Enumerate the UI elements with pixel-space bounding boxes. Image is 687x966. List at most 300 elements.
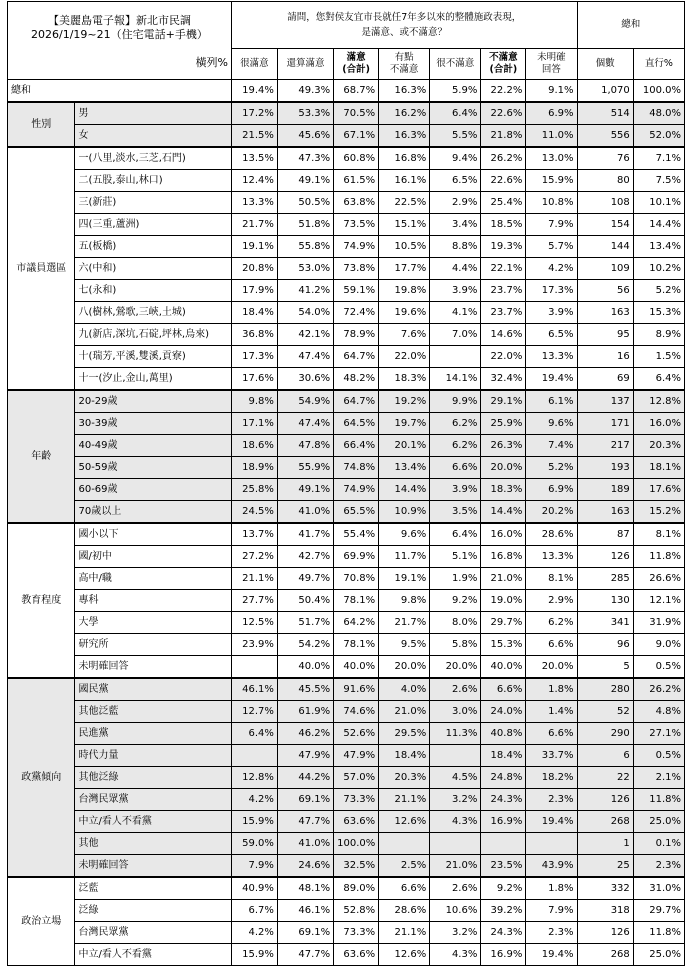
data-row	[8, 877, 685, 900]
data-row	[8, 324, 685, 346]
cell-value: 22.6%	[481, 170, 526, 192]
cell-value: 3.9%	[526, 302, 577, 324]
data-row	[8, 413, 685, 435]
cell-value: 57.0%	[334, 767, 379, 789]
cell-value: 193	[577, 457, 633, 479]
cell-value	[231, 656, 277, 679]
cell-value: 69	[577, 368, 633, 391]
cell-value: 70.5%	[334, 102, 379, 125]
data-row	[8, 435, 685, 457]
data-row	[8, 147, 685, 170]
cell-value: 16.8%	[379, 147, 430, 170]
cell-value: 49.7%	[277, 568, 333, 590]
cell-value: 8.1%	[633, 523, 684, 546]
cell-value: 16.0%	[481, 523, 526, 546]
row-label: 高中/職	[75, 568, 231, 590]
total-value: 9.1%	[526, 80, 577, 103]
data-row	[8, 900, 685, 922]
cell-value: 26.3%	[481, 435, 526, 457]
row-label: 三(新莊)	[75, 192, 231, 214]
cell-value: 18.3%	[481, 479, 526, 501]
cell-value: 22.6%	[481, 102, 526, 125]
cell-value: 63.8%	[334, 192, 379, 214]
column-header: 還算滿意	[277, 49, 333, 80]
cell-value: 22.5%	[379, 192, 430, 214]
cell-value: 12.6%	[379, 811, 430, 833]
cell-value: 20.0%	[526, 656, 577, 679]
cell-value: 54.0%	[277, 302, 333, 324]
cell-value: 341	[577, 612, 633, 634]
cell-value: 40.9%	[231, 877, 277, 900]
cell-value: 20.1%	[379, 435, 430, 457]
cell-value: 56	[577, 280, 633, 302]
cell-value: 20.2%	[526, 501, 577, 524]
cell-value: 2.9%	[526, 590, 577, 612]
cell-value: 126	[577, 546, 633, 568]
cell-value: 13.3%	[526, 346, 577, 368]
cell-value: 73.3%	[334, 922, 379, 944]
cell-value: 10.9%	[379, 501, 430, 524]
data-row	[8, 944, 685, 966]
cell-value: 47.4%	[277, 346, 333, 368]
row-label: 30-39歲	[75, 413, 231, 435]
cell-value: 41.2%	[277, 280, 333, 302]
data-row	[8, 102, 685, 125]
cell-value: 29.7%	[481, 612, 526, 634]
cell-value: 17.9%	[231, 280, 277, 302]
cell-value: 47.4%	[277, 413, 333, 435]
cell-value: 21.0%	[430, 855, 481, 878]
cell-value: 16.9%	[481, 811, 526, 833]
cell-value: 47.9%	[277, 745, 333, 767]
cell-value: 54.2%	[277, 634, 333, 656]
cell-value: 7.9%	[526, 900, 577, 922]
cell-value: 290	[577, 723, 633, 745]
row-label: 五(板橋)	[75, 236, 231, 258]
cell-value: 64.7%	[334, 390, 379, 413]
cell-value: 27.1%	[633, 723, 684, 745]
cell-value: 154	[577, 214, 633, 236]
cell-value: 46.2%	[277, 723, 333, 745]
data-row	[8, 479, 685, 501]
cell-value: 53.0%	[277, 258, 333, 280]
cell-value: 15.9%	[231, 944, 277, 966]
cell-value: 13.7%	[231, 523, 277, 546]
cell-value: 0.5%	[633, 745, 684, 767]
cell-value: 15.3%	[481, 634, 526, 656]
cell-value: 6.5%	[430, 170, 481, 192]
cell-value: 11.8%	[633, 789, 684, 811]
cell-value: 13.4%	[379, 457, 430, 479]
cell-value: 39.2%	[481, 900, 526, 922]
cell-value: 12.6%	[379, 944, 430, 966]
cell-value: 12.4%	[231, 170, 277, 192]
row-label: 一(八里,淡水,三芝,石門)	[75, 147, 231, 170]
cell-value: 3.4%	[430, 214, 481, 236]
cell-value: 20.3%	[633, 435, 684, 457]
cell-value: 7.4%	[526, 435, 577, 457]
cell-value	[231, 745, 277, 767]
row-label: 其他	[75, 833, 231, 855]
row-label: 六(中和)	[75, 258, 231, 280]
cell-value: 12.5%	[231, 612, 277, 634]
cell-value: 217	[577, 435, 633, 457]
cell-value: 4.4%	[430, 258, 481, 280]
cell-value: 7.0%	[430, 324, 481, 346]
cell-value: 2.5%	[379, 855, 430, 878]
cell-value: 11.8%	[633, 922, 684, 944]
cell-value: 55.9%	[277, 457, 333, 479]
data-row	[8, 125, 685, 148]
cell-value: 18.3%	[379, 368, 430, 391]
cell-value: 2.6%	[430, 678, 481, 701]
cell-value: 50.4%	[277, 590, 333, 612]
data-row	[8, 612, 685, 634]
cell-value: 4.2%	[231, 922, 277, 944]
cell-value: 51.8%	[277, 214, 333, 236]
title-line-1: 【美麗島電子報】新北市民調	[47, 13, 191, 27]
cell-value: 514	[577, 102, 633, 125]
cell-value: 25.8%	[231, 479, 277, 501]
cell-value: 6.6%	[526, 634, 577, 656]
cell-value: 41.0%	[277, 833, 333, 855]
cell-value: 3.2%	[430, 922, 481, 944]
cell-value: 47.7%	[277, 811, 333, 833]
row-label: 中立/看人不看黨	[75, 811, 231, 833]
cell-value: 19.7%	[379, 413, 430, 435]
cell-value: 17.3%	[231, 346, 277, 368]
cell-value: 47.8%	[277, 435, 333, 457]
cell-value: 6.6%	[430, 457, 481, 479]
row-label: 其他泛藍	[75, 701, 231, 723]
cell-value: 3.9%	[430, 280, 481, 302]
cell-value: 27.7%	[231, 590, 277, 612]
data-row	[8, 457, 685, 479]
cell-value: 52.8%	[334, 900, 379, 922]
cell-value: 4.3%	[430, 811, 481, 833]
cell-value: 163	[577, 501, 633, 524]
cell-value: 12.8%	[231, 767, 277, 789]
cell-value: 14.6%	[481, 324, 526, 346]
data-row	[8, 258, 685, 280]
cell-value: 16.2%	[379, 102, 430, 125]
cell-value: 24.8%	[481, 767, 526, 789]
cell-value: 556	[577, 125, 633, 148]
column-header: 很不滿意	[430, 49, 481, 80]
data-row	[8, 701, 685, 723]
cell-value: 9.4%	[430, 147, 481, 170]
cell-value: 6	[577, 745, 633, 767]
survey-question	[231, 2, 577, 49]
row-label: 未明確回答	[75, 855, 231, 878]
cell-value: 8.1%	[526, 568, 577, 590]
cell-value: 32.5%	[334, 855, 379, 878]
row-percent-label: 橫列%	[195, 55, 228, 69]
cell-value: 89.0%	[334, 877, 379, 900]
cell-value: 100.0%	[334, 833, 379, 855]
cell-value: 6.4%	[231, 723, 277, 745]
cell-value: 11.0%	[526, 125, 577, 148]
cell-value: 19.4%	[526, 811, 577, 833]
cell-value: 0.1%	[633, 833, 684, 855]
cell-value: 10.2%	[633, 258, 684, 280]
cell-value: 70.8%	[334, 568, 379, 590]
cell-value: 13.5%	[231, 147, 277, 170]
cell-value: 45.6%	[277, 125, 333, 148]
cell-value: 17.1%	[231, 413, 277, 435]
data-row	[8, 811, 685, 833]
cell-value: 16.1%	[379, 170, 430, 192]
cell-value: 15.9%	[526, 170, 577, 192]
cell-value: 6.4%	[430, 523, 481, 546]
cell-value: 22.0%	[379, 346, 430, 368]
cell-value: 52	[577, 701, 633, 723]
cell-value: 6.4%	[430, 102, 481, 125]
cell-value: 16	[577, 346, 633, 368]
cell-value: 6.7%	[231, 900, 277, 922]
row-label: 研究所	[75, 634, 231, 656]
cell-value: 29.1%	[481, 390, 526, 413]
cell-value: 9.2%	[430, 590, 481, 612]
cell-value: 24.6%	[277, 855, 333, 878]
cell-value: 22.0%	[481, 346, 526, 368]
cell-value: 66.4%	[334, 435, 379, 457]
total-value: 22.2%	[481, 80, 526, 103]
data-row	[8, 302, 685, 324]
cell-value: 19.2%	[379, 390, 430, 413]
cell-value: 22	[577, 767, 633, 789]
cell-value: 4.3%	[430, 944, 481, 966]
data-row	[8, 767, 685, 789]
data-row	[8, 280, 685, 302]
cell-value: 10.1%	[633, 192, 684, 214]
cell-value: 9.0%	[633, 634, 684, 656]
cell-value: 31.9%	[633, 612, 684, 634]
cell-value: 55.4%	[334, 523, 379, 546]
cell-value: 20.3%	[379, 767, 430, 789]
cell-value: 126	[577, 922, 633, 944]
cell-value: 21.0%	[379, 701, 430, 723]
row-label: 民進黨	[75, 723, 231, 745]
cell-value: 47.3%	[277, 147, 333, 170]
cell-value: 95	[577, 324, 633, 346]
cell-value: 16.0%	[633, 413, 684, 435]
cell-value: 19.4%	[526, 368, 577, 391]
cell-value: 47.7%	[277, 944, 333, 966]
cell-value: 76	[577, 147, 633, 170]
cell-value: 80	[577, 170, 633, 192]
cell-value: 64.2%	[334, 612, 379, 634]
cell-value: 126	[577, 789, 633, 811]
cell-value: 48.2%	[334, 368, 379, 391]
cell-value: 9.8%	[379, 590, 430, 612]
cell-value: 6.2%	[430, 413, 481, 435]
cell-value: 48.1%	[277, 877, 333, 900]
cell-value: 29.5%	[379, 723, 430, 745]
cell-value: 17.3%	[526, 280, 577, 302]
cell-value: 16.3%	[379, 125, 430, 148]
cell-value: 11.7%	[379, 546, 430, 568]
cell-value: 27.2%	[231, 546, 277, 568]
cell-value: 6.6%	[481, 678, 526, 701]
cell-value: 40.0%	[277, 656, 333, 679]
data-row	[8, 723, 685, 745]
cell-value: 55.8%	[277, 236, 333, 258]
cell-value: 1.4%	[526, 701, 577, 723]
cell-value: 40.8%	[481, 723, 526, 745]
cell-value: 2.1%	[633, 767, 684, 789]
cell-value: 13.4%	[633, 236, 684, 258]
cell-value: 13.3%	[526, 546, 577, 568]
cell-value: 24.5%	[231, 501, 277, 524]
cell-value: 13.3%	[231, 192, 277, 214]
cell-value: 25.9%	[481, 413, 526, 435]
cell-value: 21.8%	[481, 125, 526, 148]
cell-value: 91.6%	[334, 678, 379, 701]
cell-value: 5.5%	[430, 125, 481, 148]
data-row	[8, 656, 685, 679]
cell-value: 26.6%	[633, 568, 684, 590]
data-row	[8, 634, 685, 656]
cell-value: 73.5%	[334, 214, 379, 236]
data-row	[8, 833, 685, 855]
cell-value: 41.0%	[277, 501, 333, 524]
question-line-2: 是滿意、或不滿意？	[361, 27, 447, 38]
cell-value: 10.5%	[379, 236, 430, 258]
cell-value: 5.2%	[526, 457, 577, 479]
cell-value: 3.2%	[430, 789, 481, 811]
cell-value: 3.0%	[430, 701, 481, 723]
cell-value: 18.6%	[231, 435, 277, 457]
data-row	[8, 501, 685, 524]
cell-value: 2.3%	[526, 922, 577, 944]
cell-value: 73.8%	[334, 258, 379, 280]
total-row-label: 總和	[8, 80, 232, 103]
cell-value: 9.6%	[526, 413, 577, 435]
cell-value: 280	[577, 678, 633, 701]
total-value: 1,070	[577, 80, 633, 103]
cell-value: 25	[577, 855, 633, 878]
data-row	[8, 568, 685, 590]
cell-value: 45.5%	[277, 678, 333, 701]
cell-value: 43.9%	[526, 855, 577, 878]
total-value: 5.9%	[430, 80, 481, 103]
cell-value: 18.5%	[481, 214, 526, 236]
group-label: 教育程度	[8, 523, 75, 678]
data-row	[8, 745, 685, 767]
cell-value: 87	[577, 523, 633, 546]
cell-value: 19.6%	[379, 302, 430, 324]
cell-value: 11.8%	[633, 546, 684, 568]
cell-value: 15.9%	[231, 811, 277, 833]
cell-value: 19.8%	[379, 280, 430, 302]
cell-value: 49.1%	[277, 170, 333, 192]
total-value: 19.4%	[231, 80, 277, 103]
cell-value: 21.7%	[379, 612, 430, 634]
cell-value: 15.3%	[633, 302, 684, 324]
cell-value: 21.0%	[481, 568, 526, 590]
cell-value: 25.0%	[633, 811, 684, 833]
cell-value: 23.7%	[481, 280, 526, 302]
cell-value: 9.2%	[481, 877, 526, 900]
cell-value: 19.3%	[481, 236, 526, 258]
cell-value: 130	[577, 590, 633, 612]
cell-value: 28.6%	[379, 900, 430, 922]
cell-value: 10.8%	[526, 192, 577, 214]
cell-value: 1.9%	[430, 568, 481, 590]
cell-value: 2.9%	[430, 192, 481, 214]
cell-value: 11.3%	[430, 723, 481, 745]
data-row	[8, 789, 685, 811]
cell-value: 30.6%	[277, 368, 333, 391]
cell-value: 9.5%	[379, 634, 430, 656]
cell-value: 7.1%	[633, 147, 684, 170]
cell-value: 6.2%	[526, 612, 577, 634]
data-row	[8, 590, 685, 612]
cell-value: 285	[577, 568, 633, 590]
cell-value: 46.1%	[231, 678, 277, 701]
total-value: 16.3%	[379, 80, 430, 103]
cell-value: 20.0%	[430, 656, 481, 679]
data-row	[8, 214, 685, 236]
total-value: 49.3%	[277, 80, 333, 103]
cell-value: 4.2%	[231, 789, 277, 811]
data-row	[8, 170, 685, 192]
row-label: 70歲以上	[75, 501, 231, 524]
cell-value: 7.5%	[633, 170, 684, 192]
cell-value: 5.2%	[633, 280, 684, 302]
cell-value: 59.1%	[334, 280, 379, 302]
cell-value: 12.7%	[231, 701, 277, 723]
cell-value: 5	[577, 656, 633, 679]
cell-value: 18.4%	[481, 745, 526, 767]
cell-value	[430, 833, 481, 855]
row-label: 國民黨	[75, 678, 231, 701]
cell-value: 16.8%	[481, 546, 526, 568]
cell-value: 20.0%	[481, 457, 526, 479]
cell-value: 7.9%	[231, 855, 277, 878]
header-row-1	[8, 2, 685, 49]
cell-value: 3.5%	[430, 501, 481, 524]
cell-value	[430, 745, 481, 767]
cell-value: 18.2%	[526, 767, 577, 789]
cell-value: 53.3%	[277, 102, 333, 125]
cell-value: 26.2%	[481, 147, 526, 170]
column-header: 直行%	[633, 49, 684, 80]
cell-value: 2.6%	[430, 877, 481, 900]
data-row	[8, 346, 685, 368]
data-row	[8, 855, 685, 878]
row-label: 泛藍	[75, 877, 231, 900]
cell-value: 7.9%	[526, 214, 577, 236]
cell-value: 6.5%	[526, 324, 577, 346]
cell-value: 74.9%	[334, 236, 379, 258]
cell-value: 36.8%	[231, 324, 277, 346]
cell-value: 31.0%	[633, 877, 684, 900]
row-label: 50-59歲	[75, 457, 231, 479]
cell-value: 1.5%	[633, 346, 684, 368]
cell-value: 22.1%	[481, 258, 526, 280]
cell-value	[481, 833, 526, 855]
column-header: 不滿意 (合計)	[481, 49, 526, 80]
cell-value: 18.4%	[379, 745, 430, 767]
group-label: 政黨傾向	[8, 678, 75, 877]
cell-value: 108	[577, 192, 633, 214]
cell-value: 1	[577, 833, 633, 855]
cell-value: 21.7%	[231, 214, 277, 236]
group-label: 政治立場	[8, 877, 75, 966]
cell-value: 5.1%	[430, 546, 481, 568]
